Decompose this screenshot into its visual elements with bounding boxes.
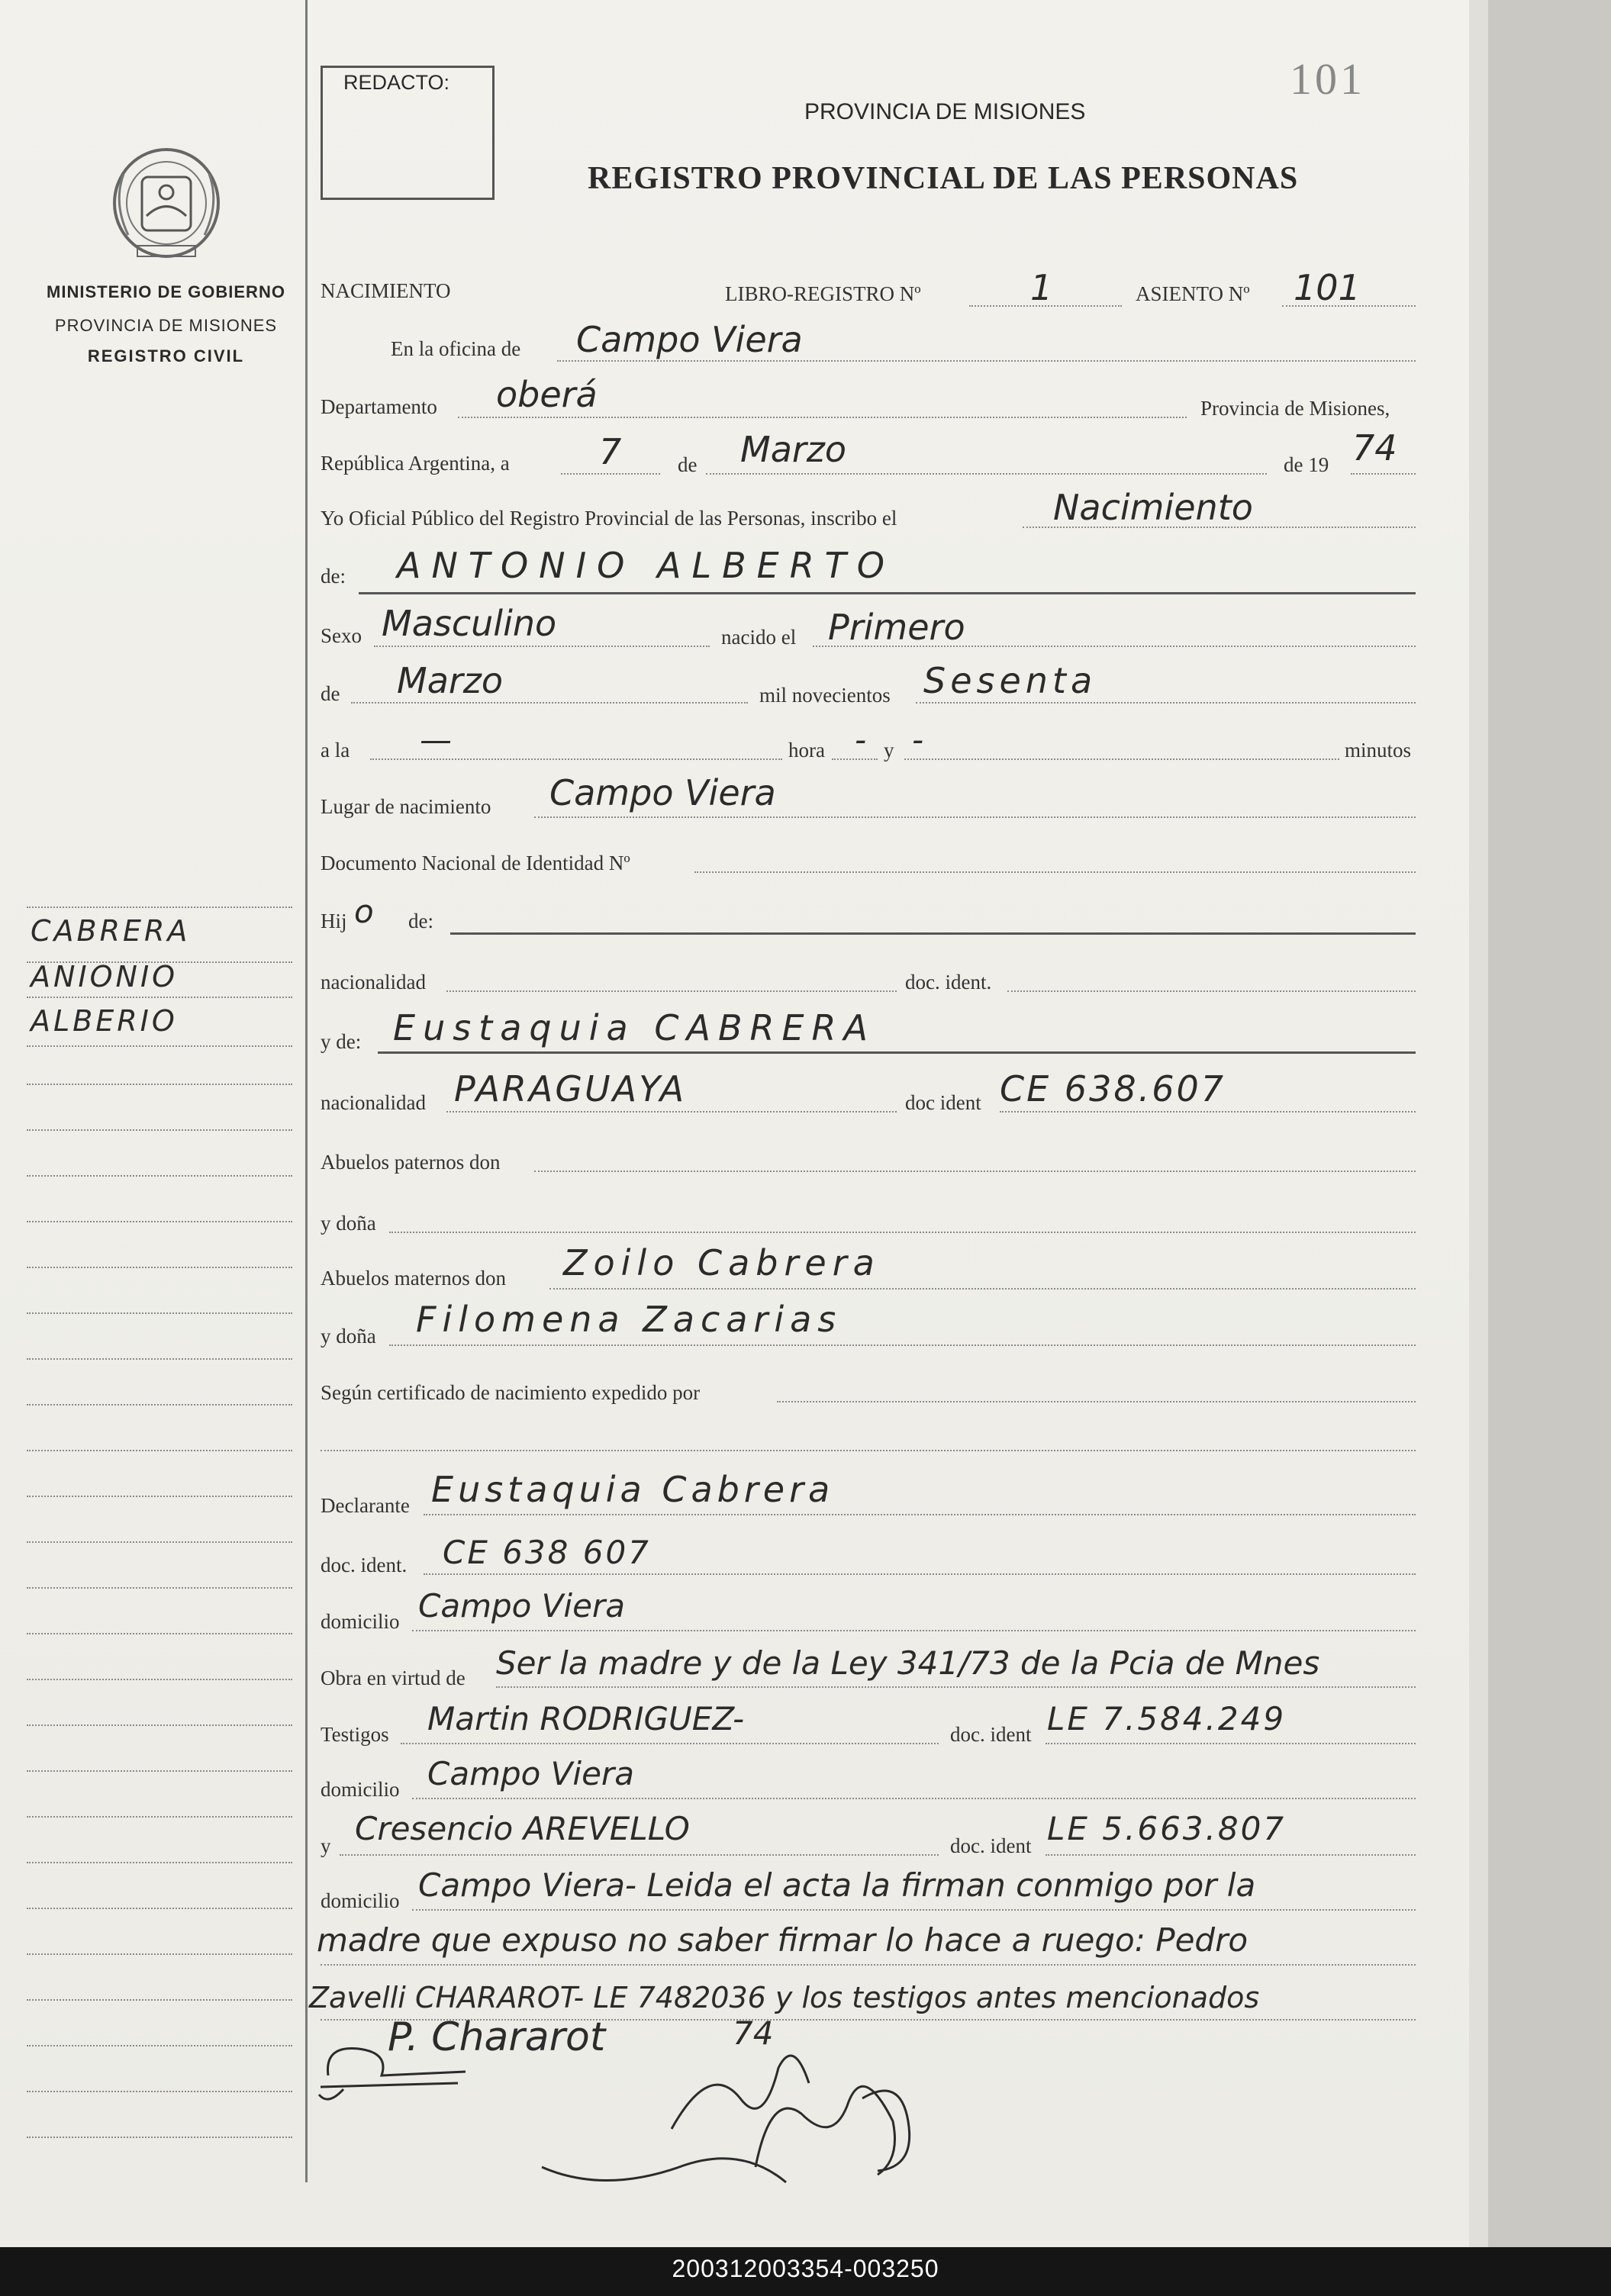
a-la-label: a la	[321, 739, 350, 762]
obra-label: Obra en virtud de	[321, 1666, 466, 1689]
margin-line	[27, 1084, 292, 1085]
mes-value: Marzo	[740, 429, 847, 470]
margin-line	[27, 997, 292, 998]
hora-line	[832, 758, 878, 760]
nacionalidad2-line	[446, 1111, 897, 1113]
abuelos-pat-line	[534, 1171, 1416, 1172]
mes-line	[706, 473, 1267, 475]
dni-label: Documento Nacional de Identidad Nº	[321, 852, 630, 874]
nacimiento-label: NACIMIENTO	[321, 279, 451, 302]
abuela-mat-value: Filomena Zacarias	[416, 1299, 843, 1340]
doc-madre-value: CE 638.607	[1000, 1068, 1226, 1109]
departamento-line	[458, 417, 1187, 418]
sexo-line	[374, 646, 710, 647]
de2-label: de	[321, 682, 340, 705]
doc-ident2-label: doc ident	[905, 1091, 981, 1114]
margin-line	[27, 1862, 292, 1863]
y-dona-label: y doña	[321, 1212, 376, 1235]
margin-line	[27, 1221, 292, 1222]
margin-line	[27, 1908, 292, 1909]
image-id-label: 200312003354-003250	[672, 2255, 939, 2282]
asiento-value: 101	[1294, 267, 1361, 308]
abuelos-mat-label: Abuelos maternos don	[321, 1267, 506, 1290]
margin-line	[27, 1312, 292, 1314]
margin-line	[27, 1953, 292, 1955]
domicilio2-label: domicilio	[321, 1778, 400, 1801]
margin-line	[27, 2045, 292, 2046]
hijo-label: Hij	[321, 910, 347, 932]
margin-line	[27, 1129, 292, 1131]
domicilio-testigo2-value: Campo Viera- Leida el acta la firman conmigo por la	[418, 1866, 1256, 1904]
margin-line	[27, 1724, 292, 1726]
provincial-coat-of-arms-icon	[98, 143, 235, 269]
de-nombre-label: de:	[321, 565, 346, 588]
certificado-label: Según certificado de nacimiento expedido por	[321, 1381, 701, 1404]
libro-label: LIBRO-REGISTRO Nº	[725, 282, 921, 305]
certificado-line	[777, 1401, 1416, 1402]
hijo-line	[450, 932, 1416, 935]
nacionalidad-label: nacionalidad	[321, 971, 426, 993]
anio-value: 74	[1352, 427, 1397, 469]
anio-line	[1351, 473, 1416, 475]
abuelos-pat-label: Abuelos paternos don	[321, 1151, 501, 1174]
doc-ident-label: doc. ident.	[905, 971, 992, 993]
hijo-suffix: o	[354, 893, 374, 930]
obra-line	[496, 1686, 1416, 1688]
hijo-de-label: de:	[408, 910, 433, 932]
nacionalidad-madre-value: PARAGUAYA	[454, 1068, 687, 1109]
doc-ident4-line	[1046, 1743, 1416, 1744]
sexo-label: Sexo	[321, 624, 362, 647]
sexo-value: Masculino	[382, 603, 557, 644]
domicilio-testigo1-value: Campo Viera	[427, 1755, 634, 1792]
de19-label: de 19	[1284, 453, 1329, 476]
margin-line	[27, 1816, 292, 1818]
lugar-label: Lugar de nacimiento	[321, 795, 491, 818]
margin-rule	[305, 0, 308, 2182]
doc-ident3-line	[424, 1573, 1416, 1575]
margin-line	[27, 1496, 292, 1497]
page-stack-edge	[1488, 0, 1611, 2247]
redacto-label: REDACTO:	[343, 71, 450, 94]
margin-line	[27, 1770, 292, 1772]
domicilio3-label: domicilio	[321, 1889, 400, 1912]
mil-value: Sesenta	[923, 660, 1097, 701]
margin-line	[27, 1404, 292, 1406]
margin-line	[27, 1045, 292, 1047]
nacido-label: nacido el	[721, 626, 797, 649]
margin-line	[27, 1267, 292, 1268]
doc-ident-line	[1007, 990, 1416, 992]
continuation-text-1: madre que expuso no saber firmar lo hace a ruego: Pedro	[317, 1921, 1249, 1959]
margin-line	[27, 1175, 292, 1177]
folio-number: 101	[1290, 54, 1365, 104]
margin-line	[27, 1358, 292, 1360]
dni-line	[694, 871, 1416, 873]
page-stack-edge	[1469, 0, 1488, 2247]
testigos-line	[401, 1743, 939, 1744]
declarante-line	[424, 1514, 1416, 1515]
inscribo-value: Nacimiento	[1053, 487, 1253, 528]
ministry-line-1: MINISTERIO DE GOBIERNO	[47, 282, 285, 301]
oficina-label: En la oficina de	[391, 337, 521, 360]
testigo2-line	[340, 1854, 939, 1856]
y-de-label: y de:	[321, 1030, 362, 1053]
margin-line	[27, 1541, 292, 1543]
minutos-line	[904, 758, 1339, 760]
province-title: PROVINCIA DE MISIONES	[804, 99, 1086, 124]
madre-value: Eustaquia CABRERA	[393, 1007, 875, 1048]
obra-value: Ser la madre y de la Ley 341/73 de la Pcia de Mnes	[496, 1644, 1320, 1682]
doc-ident5-line	[1046, 1854, 1416, 1856]
margin-line	[27, 1633, 292, 1634]
minutos-label: minutos	[1345, 739, 1412, 762]
nombre-line	[359, 592, 1416, 594]
y-dona2-label: y doña	[321, 1325, 376, 1348]
domicilio-line	[412, 1630, 1416, 1631]
testigos-label: Testigos	[321, 1723, 389, 1746]
ministry-line-3: REGISTRO CIVIL	[87, 346, 245, 365]
testigo2-value: Cresencio AREVELLO	[355, 1810, 690, 1847]
margin-line	[27, 2091, 292, 2092]
doc-testigo1-value: LE 7.584.249	[1047, 1700, 1287, 1737]
doc-ident2-line	[1000, 1111, 1416, 1113]
oficina-line	[557, 360, 1416, 362]
margin-line	[27, 2137, 292, 2138]
certificado-line-2	[321, 1450, 1416, 1451]
domicilio2-line	[412, 1798, 1416, 1799]
doc-declarante-value: CE 638 607	[443, 1534, 651, 1571]
doc-testigo2-value: LE 5.663.807	[1047, 1810, 1287, 1847]
mil-label: mil novecientos	[759, 684, 891, 707]
mes-nac-value: Marzo	[397, 660, 504, 701]
margin-note-surname: CABRERA	[31, 914, 191, 948]
y2-label: y	[321, 1834, 331, 1857]
oficina-value: Campo Viera	[576, 319, 803, 360]
registry-title: REGISTRO PROVINCIAL DE LAS PERSONAS	[588, 161, 1299, 196]
y-dona-line	[389, 1232, 1416, 1233]
margin-line	[27, 1999, 292, 2001]
departamento-label: Departamento	[321, 395, 437, 418]
nombre-value: ANTONIO ALBERTO	[397, 545, 895, 586]
lugar-value: Campo Viera	[549, 772, 776, 813]
asiento-label: ASIENTO Nº	[1136, 282, 1250, 305]
a-la-line	[370, 758, 782, 760]
domicilio-value: Campo Viera	[418, 1587, 625, 1625]
ministry-line-2: PROVINCIA DE MISIONES	[54, 316, 278, 335]
signature-year: 74	[733, 2014, 774, 2052]
abuelos-mat-line	[549, 1288, 1416, 1290]
mes-nac-line	[351, 702, 748, 704]
declarante-label: Declarante	[321, 1494, 410, 1517]
abuelo-mat-value: Zoilo Cabrera	[563, 1242, 881, 1283]
continuation-text-2: Zavelli CHARAROT- LE 7482036 y los testigos antes mencionados	[309, 1981, 1260, 2014]
domicilio-label: domicilio	[321, 1610, 400, 1633]
continuation-line-1	[321, 1964, 1416, 1966]
hora-value: -	[855, 721, 867, 758]
y-value: -	[912, 721, 924, 758]
departamento-value: oberá	[496, 374, 598, 415]
dia-value: 7	[599, 431, 622, 472]
dia-line	[561, 473, 660, 475]
margin-note-name2: ALBERIO	[31, 1004, 178, 1038]
margin-line	[27, 1450, 292, 1451]
margin-line	[27, 906, 292, 908]
libro-value: 1	[1030, 267, 1053, 308]
lugar-line	[534, 816, 1416, 818]
domicilio3-line	[412, 1909, 1416, 1911]
madre-line	[378, 1051, 1416, 1054]
nacionalidad-line	[446, 990, 897, 992]
doc-ident3-label: doc. ident.	[321, 1554, 408, 1576]
oficial-label: Yo Oficial Público del Registro Provincial de las Personas, inscribo el	[321, 507, 897, 530]
declarante-value: Eustaquia Cabrera	[431, 1469, 835, 1510]
hora-label: hora	[788, 739, 825, 762]
a-la-value: —	[420, 721, 452, 758]
republica-label: República Argentina, a	[321, 452, 510, 475]
nacido-value: Primero	[828, 607, 965, 648]
y-label: y	[884, 739, 894, 762]
margin-line	[27, 1587, 292, 1589]
y-dona2-line	[389, 1344, 1416, 1346]
nacionalidad2-label: nacionalidad	[321, 1091, 426, 1114]
doc-ident5-label: doc. ident	[950, 1834, 1032, 1857]
provincia-label: Provincia de Misiones,	[1200, 397, 1390, 420]
mil-line	[916, 702, 1416, 704]
footer-bar	[0, 2247, 1611, 2296]
margin-line	[27, 1679, 292, 1680]
testigo1-value: Martin RODRIGUEZ-	[427, 1700, 745, 1737]
doc-ident4-label: doc. ident	[950, 1723, 1032, 1746]
margin-note-name1: ANIONIO	[31, 960, 179, 993]
signature-chararot: P. Chararot	[388, 2014, 606, 2060]
de-label: de	[678, 453, 698, 476]
